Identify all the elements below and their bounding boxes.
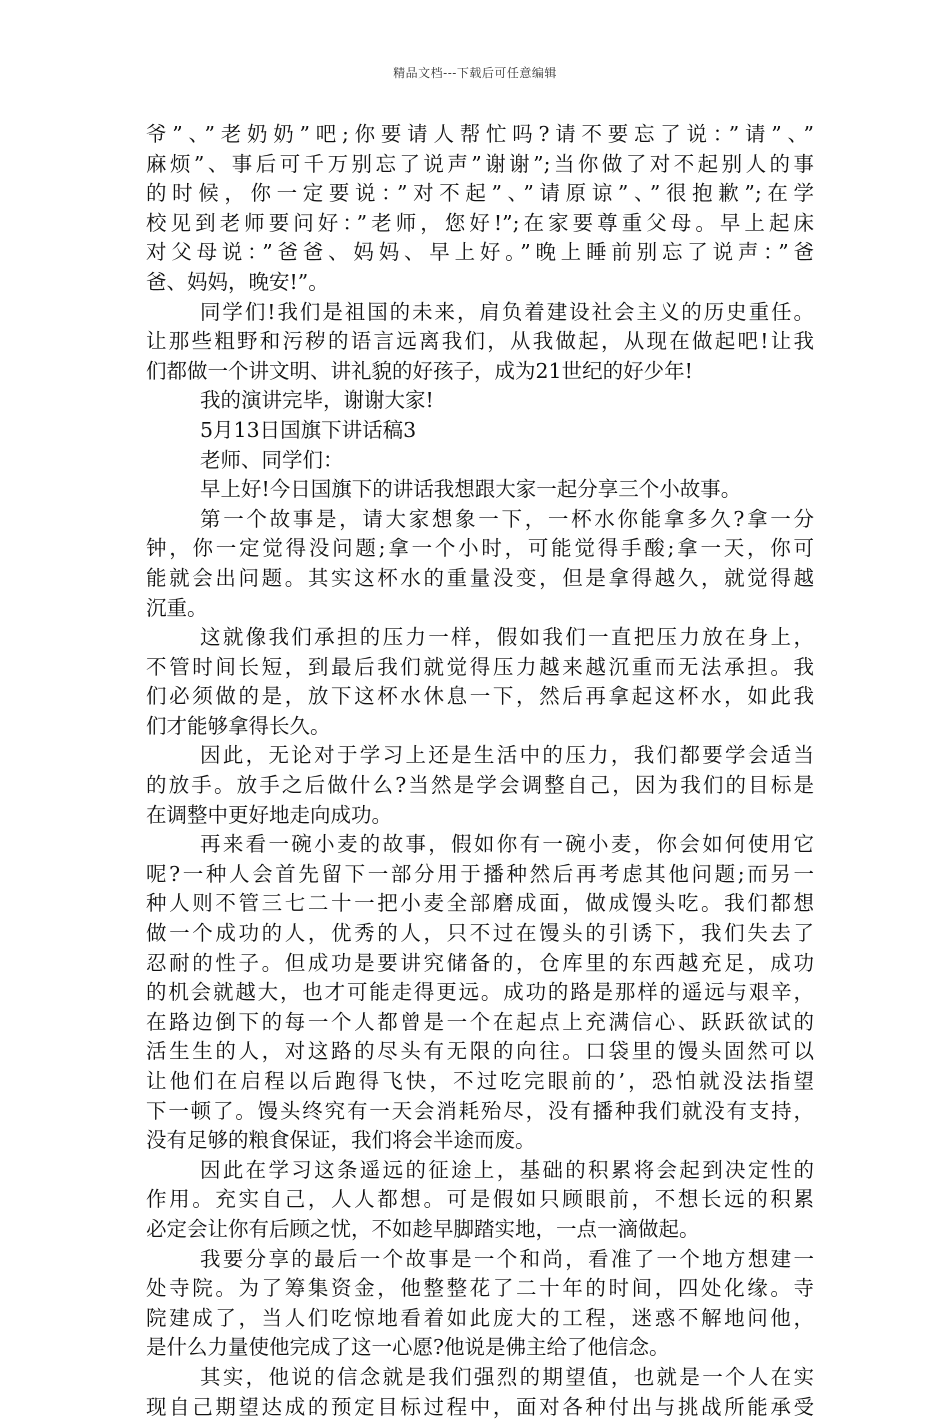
text-line: 钟，你一定觉得没问题;拿一个小时，可能觉得手酸;拿一天，你可 xyxy=(146,536,814,561)
text-line: 老师、同学们： xyxy=(200,447,344,472)
text-line: 5月13日国旗下讲话稿3 xyxy=(200,417,417,442)
text-line: 第一个故事是，请大家想象一下，一杯水你能拿多久?拿一分 xyxy=(200,506,814,531)
text-line: 院建成了，当人们吃惊地看着如此庞大的工程，迷惑不解地问他， xyxy=(146,1305,814,1330)
text-line: 因此在学习这条遥远的征途上，基础的积累将会起到决定性的 xyxy=(200,1157,814,1182)
text-line: 是什么力量使他完成了这一心愿?他说是佛主给了他信念。 xyxy=(146,1335,670,1360)
text-line: 在调整中更好地走向成功。 xyxy=(146,802,392,827)
text-line: 对父母说：”爸爸、妈妈、早上好。”晚上睡前别忘了说声：”爸 xyxy=(146,240,814,265)
page-header: 精品文档---下载后可任意编辑 xyxy=(393,66,557,80)
text-line: 让他们在启程以后跑得飞快，不过吃完眼前的’，恐怕就没法指望 xyxy=(146,1069,814,1093)
text-line: 下一顿了。馒头终究有一天会消耗殆尽，没有播种我们就没有支持， xyxy=(146,1098,814,1123)
text-line: 活生生的人，对这路的尽头有无限的向往。口袋里的馒头固然可以 xyxy=(146,1039,814,1064)
text-line: 沉重。 xyxy=(146,595,208,620)
text-line: 们才能够拿得长久。 xyxy=(146,713,331,738)
text-line: 不管时间长短，到最后我们就觉得压力越来越沉重而无法承担。我 xyxy=(146,654,814,679)
text-line: 爸、妈妈，晚安!”。 xyxy=(146,269,329,294)
text-line: 校见到老师要问好：”老师，您好!”;在家要尊重父母。早上起床 xyxy=(146,210,814,235)
text-line: 麻烦”、事后可千万别忘了说声”谢谢”;当你做了对不起别人的事 xyxy=(146,151,814,176)
document-body xyxy=(146,120,814,1422)
text-line: 能就会出问题。其实这杯水的重量没变，但是拿得越久，就觉得越 xyxy=(146,565,814,590)
text-line: 我的演讲完毕，谢谢大家! xyxy=(200,388,434,413)
text-line: 没有足够的粮食保证，我们将会半途而废。 xyxy=(146,1128,536,1153)
text-line: 忍耐的性子。但成功是要讲究储备的，仓库里的东西越充足，成功 xyxy=(146,950,814,975)
text-line: 的放手。放手之后做什么?当然是学会调整自己，因为我们的目标是 xyxy=(146,773,814,798)
text-line: 现自己期望达成的预定目标过程中，面对各种付出与挑战所能承受 xyxy=(146,1394,814,1419)
text-line: 处寺院。为了筹集资金，他整整花了二十年的时间，四处化缘。寺 xyxy=(146,1276,814,1301)
text-line: 种人则不管三七二十一把小麦全部磨成面，做成馒头吃。我们都想 xyxy=(146,891,814,916)
text-line: 早上好!今日国旗下的讲话我想跟大家一起分享三个小故事。 xyxy=(200,477,742,502)
text-line: 呢?一种人会首先留下一部分用于播种然后再考虑其他问题;而另一 xyxy=(146,861,814,886)
text-line: 同学们!我们是祖国的未来，肩负着建设社会主义的历史重任。 xyxy=(200,299,814,324)
text-line: 我要分享的最后一个故事是一个和尚，看准了一个地方想建一 xyxy=(200,1246,814,1271)
text-line: 的时候，你一定要说：”对不起”、”请原谅”、”很抱歉”;在学 xyxy=(146,181,814,206)
text-line: 在路边倒下的每一个人都曾是一个在起点上充满信心、跃跃欲试的 xyxy=(146,1009,814,1034)
text-line: 因此，无论对于学习上还是生活中的压力，我们都要学会适当 xyxy=(200,743,814,768)
text-line: 让那些粗野和污秽的语言远离我们，从我做起，从现在做起吧!让我 xyxy=(146,329,814,354)
text-line: 必定会让你有后顾之忧，不如趁早脚踏实地，一点一滴做起。 xyxy=(146,1216,700,1241)
text-line: 这就像我们承担的压力一样，假如我们一直把压力放在身上， xyxy=(200,625,814,650)
text-line: 们都做一个讲文明、讲礼貌的好孩子，成为21世纪的好少年! xyxy=(146,358,693,383)
text-line: 作用。充实自己，人人都想。可是假如只顾眼前，不想长远的积累 xyxy=(146,1187,814,1212)
text-line: 再来看一碗小麦的故事，假如你有一碗小麦，你会如何使用它 xyxy=(200,832,814,857)
text-line: 的机会就越大，也才可能走得更远。成功的路是那样的遥远与艰辛， xyxy=(146,980,814,1005)
text-line: 爷”、”老奶奶”吧;你要请人帮忙吗?请不要忘了说：”请”、” xyxy=(146,122,814,146)
text-line: 做一个成功的人，优秀的人，只不过在馒头的引诱下，我们失去了 xyxy=(146,921,814,946)
text-line: 其实，他说的信念就是我们强烈的期望值，也就是一个人在实 xyxy=(200,1364,814,1389)
text-line: 们必须做的是，放下这杯水休息一下，然后再拿起这杯水，如此我 xyxy=(146,684,814,709)
